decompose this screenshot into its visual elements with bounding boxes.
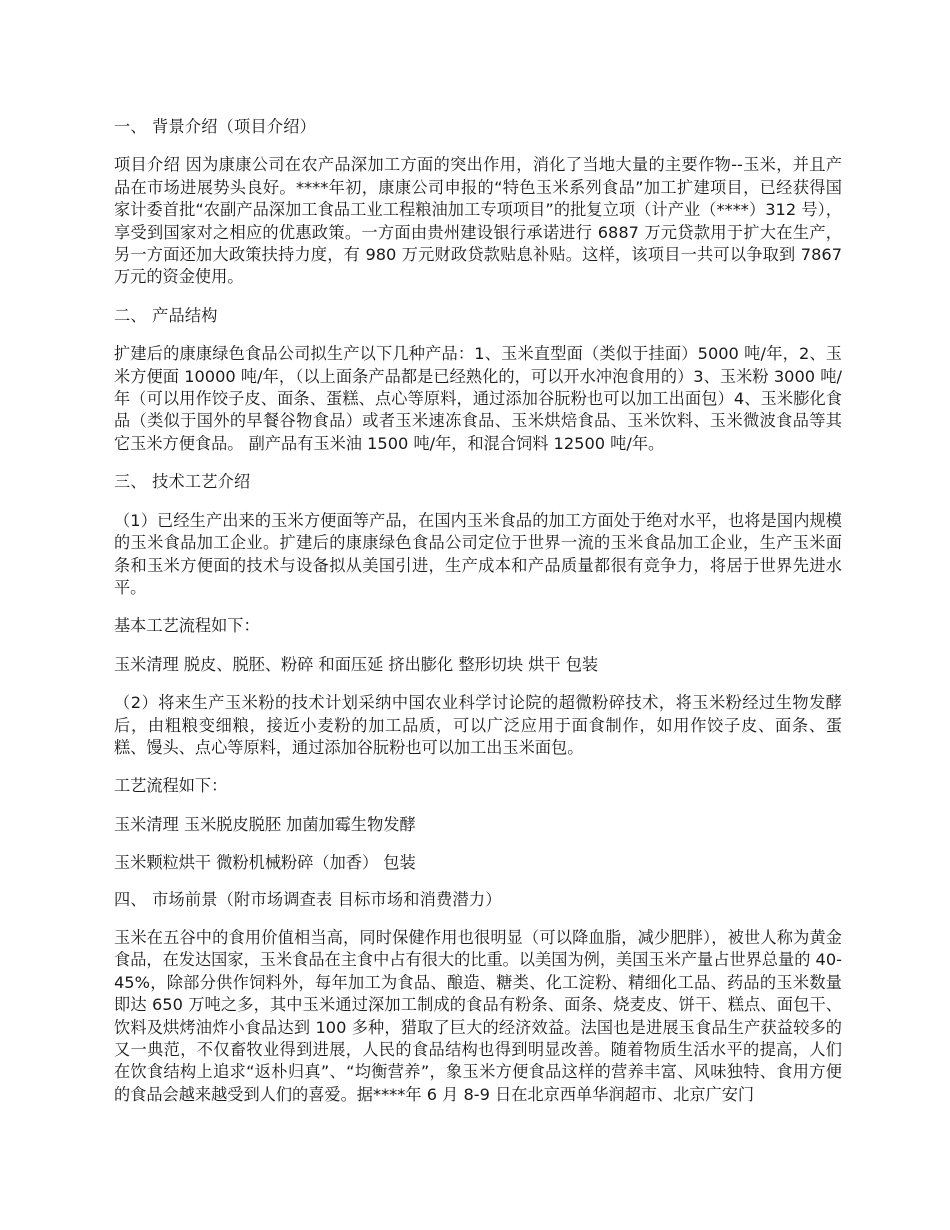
process-flow-label-basic: 基本工艺流程如下：	[114, 616, 260, 636]
paragraph-technology-1: （1）已经生产出来的玉米方便面等产品，在国内玉米食品的加工方面处于绝对水平，也将是国内规模的玉米食品加工企业。扩建后的康康绿色食品公司定位于世界一流的玉米食品加工企业，生产玉米面条和玉米方便面的技术与设备拟从美国引进，生产成本和产品质量都很有竞争力，将居于世界先进水平。	[114, 510, 842, 597]
process-flow-label: 工艺流程如下：	[114, 776, 228, 796]
document-page	[114, 116, 842, 1122]
process-flow-step-1: 玉米清理 玉米脱皮脱胚 加菌加霉生物发酵	[114, 814, 416, 834]
section-heading-product-structure: 二、 产品结构	[114, 305, 218, 325]
paragraph-market-outlook: 玉米在五谷中的食用价值相当高，同时保健作用也很明显（可以降血脂，减少肥胖），被世人称为黄金食品，在发达国家，玉米食品在主食中占有很大的比重。以美国为例，美国玉米产量占世界总量的 40-45%，除部分供作饲料外，每年加工为食品、酿造、糖类、化工淀粉、精细化工品、药品的玉米数量即达 650 万吨之多，其中玉米通过深加工制成的食品有粉条、面条、烧麦皮、饼干、糕点、面包干、饮料及烘烤油炸小食品达到 100 多种，猎取了巨大的经济效益。法国也是进展玉食品生产获益较多的又一典范，不仅畜牧业得到进展，人民的食品结构也得到明显改善。随着物质生活水平的提高，人们在饮食结构上追求“返朴归真”、“均衡营养”，象玉米方便食品这样的营养丰富、风味独特、食用方便的食品会越来越受到人们的喜爱。据****年 6 月 8-9 日在北京西单华润超市、北京广安门	[114, 927, 842, 1104]
paragraph-project-intro: 项目介绍 因为康康公司在农产品深加工方面的突出作用，消化了当地大量的主要作物--玉米，并且产品在市场进展势头良好。****年初，康康公司申报的“特色玉米系列食品”加工扩建项目，已经获得国家计委首批“农副产品深加工食品工业工程粮油加工专项项目”的批复立项（计产业（****）312 号），享受到国家对之相应的优惠政策。一方面由贵州建设银行承诺进行 6887 万元贷款用于扩大在生产，另一方面还加大政策扶持力度，有 980 万元财政贷款贴息补贴。这样，该项目一共可以争取到 7867 万元的资金使用。	[114, 155, 842, 287]
section-heading-background: 一、 背景介绍（项目介绍）	[114, 117, 316, 136]
process-flow-step-2: 玉米颗粒烘干 微粉机械粉碎（加香） 包装	[114, 853, 416, 873]
section-heading-technology: 三、 技术工艺介绍	[114, 472, 251, 492]
paragraph-technology-2: （2）将来生产玉米粉的技术计划采纳中国农业科学讨论院的超微粉碎技术，将玉米粉经过生物发酵后，由粗粮变细粮，接近小麦粉的加工品质，可以广泛应用于面食制作，如用作饺子皮、面条、蛋糕、馒头、点心等原料，通过添加谷朊粉也可以加工出玉米面包。	[114, 693, 842, 757]
paragraph-product-list: 扩建后的康康绿色食品公司拟生产以下几种产品：1、玉米直型面（类似于挂面）5000 吨/年，2、玉米方便面 10000 吨/年，（以上面条产品都是已经熟化的，可以开水冲泡食用的）3、玉米粉 3000 吨/年（可以用作饺子皮、面条、蛋糕、点心等原料，通过添加谷朊粉也可以加工出面包）4、玉米膨化食品（类似于国外的早餐谷物食品）或者玉米速冻食品、玉米烘焙食品、玉米饮料、玉米微波食品等其它玉米方便食品。 副产品有玉米油 1500 吨/年，和混合饲料 12500 吨/年。	[114, 344, 842, 453]
process-flow-basic: 玉米清理 脱皮、脱胚、粉碎 和面压延 挤出膨化 整形切块 烘干 包装	[114, 654, 599, 674]
section-heading-market: 四、 市场前景（附市场调查表 目标市场和消费潜力）	[114, 889, 502, 909]
